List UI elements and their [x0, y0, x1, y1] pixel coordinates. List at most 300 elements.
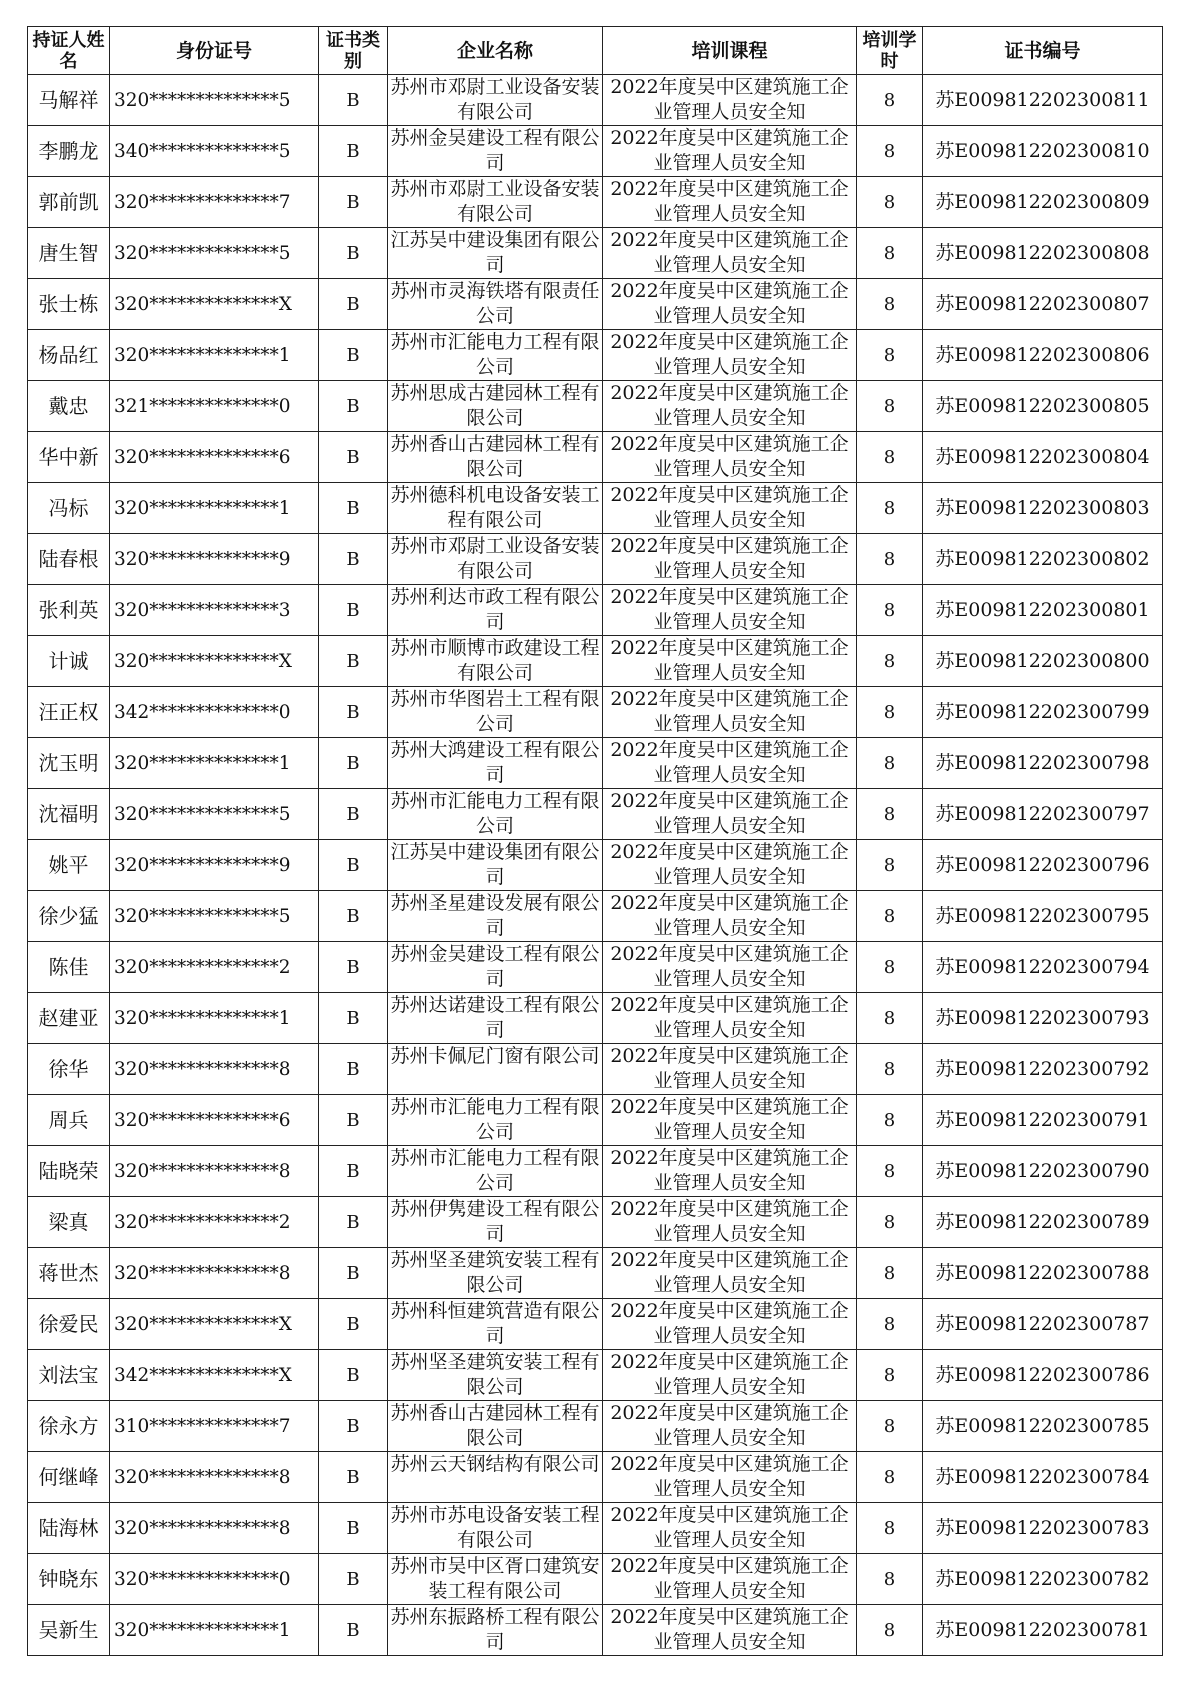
holder-name-cell: 唐生智	[28, 228, 110, 279]
company-name-cell-text: 苏州坚圣建筑安装工程有限公司	[390, 1351, 600, 1398]
company-name-cell-text: 苏州科恒建筑营造有限公司	[390, 1300, 600, 1347]
certificate-type-cell: B	[319, 534, 388, 585]
training-course-cell-text: 2022年度吴中区建筑施工企业管理人员安全知	[610, 280, 849, 327]
training-hours-cell: 8	[857, 1248, 923, 1299]
training-course-cell	[603, 279, 857, 330]
holder-name-cell: 戴忠	[28, 381, 110, 432]
holder-name-cell: 沈福明	[28, 789, 110, 840]
company-name-cell-text: 苏州市顺博市政建设工程有限公司	[390, 637, 600, 684]
holder-name-cell: 郭前凯	[28, 177, 110, 228]
training-course-cell	[603, 126, 857, 177]
holder-name-cell: 吴新生	[28, 1605, 110, 1656]
training-hours-cell: 8	[857, 1452, 923, 1503]
company-name-cell-text: 苏州云天钢结构有限公司	[390, 1453, 600, 1475]
company-name-cell	[388, 1554, 603, 1605]
id-number-cell: 320**************9	[110, 534, 319, 585]
training-course-cell	[603, 1452, 857, 1503]
training-course-cell	[603, 1146, 857, 1197]
training-hours-cell: 8	[857, 381, 923, 432]
header-company-name: 企业名称	[388, 27, 603, 75]
company-name-cell	[388, 75, 603, 126]
certificate-type-cell: B	[319, 279, 388, 330]
table-row	[28, 483, 1163, 534]
holder-name-cell: 徐爱民	[28, 1299, 110, 1350]
certificate-number-cell: 苏E009812202300788	[923, 1248, 1163, 1299]
company-name-cell-text: 苏州市汇能电力工程有限公司	[390, 1147, 600, 1194]
holder-name-cell: 张士栋	[28, 279, 110, 330]
certificate-number-cell: 苏E009812202300791	[923, 1095, 1163, 1146]
table-row	[28, 1146, 1163, 1197]
table-row	[28, 126, 1163, 177]
certificate-table	[27, 26, 1163, 1656]
table-row	[28, 1248, 1163, 1299]
training-hours-cell: 8	[857, 840, 923, 891]
certificate-type-cell: B	[319, 1554, 388, 1605]
id-number-cell: 320**************8	[110, 1452, 319, 1503]
certificate-number-cell: 苏E009812202300805	[923, 381, 1163, 432]
holder-name-cell: 钟晓东	[28, 1554, 110, 1605]
table-row	[28, 1554, 1163, 1605]
training-course-cell	[603, 330, 857, 381]
id-number-cell: 320**************9	[110, 840, 319, 891]
training-course-cell-text: 2022年度吴中区建筑施工企业管理人员安全知	[610, 76, 849, 123]
id-number-cell: 320**************3	[110, 585, 319, 636]
training-course-cell	[603, 687, 857, 738]
holder-name-cell: 李鹏龙	[28, 126, 110, 177]
training-course-cell	[603, 738, 857, 789]
id-number-cell: 342**************X	[110, 1350, 319, 1401]
table-row	[28, 840, 1163, 891]
company-name-cell-text: 苏州大鸿建设工程有限公司	[390, 739, 600, 786]
company-name-cell-text: 苏州香山古建园林工程有限公司	[390, 1402, 600, 1449]
id-number-cell: 320**************X	[110, 279, 319, 330]
training-course-cell-text: 2022年度吴中区建筑施工企业管理人员安全知	[610, 1300, 849, 1347]
holder-name-cell: 何继峰	[28, 1452, 110, 1503]
training-course-cell	[603, 381, 857, 432]
training-course-cell-text: 2022年度吴中区建筑施工企业管理人员安全知	[610, 586, 849, 633]
certificate-number-cell: 苏E009812202300800	[923, 636, 1163, 687]
company-name-cell-text: 苏州香山古建园林工程有限公司	[390, 433, 600, 480]
training-hours-cell: 8	[857, 1044, 923, 1095]
training-hours-cell: 8	[857, 75, 923, 126]
id-number-cell: 320**************1	[110, 993, 319, 1044]
holder-name-cell: 陆海林	[28, 1503, 110, 1554]
training-course-cell	[603, 1095, 857, 1146]
company-name-cell	[388, 381, 603, 432]
id-number-cell: 320**************2	[110, 942, 319, 993]
holder-name-cell: 周兵	[28, 1095, 110, 1146]
training-course-cell-text: 2022年度吴中区建筑施工企业管理人员安全知	[610, 1453, 849, 1500]
training-course-cell-text: 2022年度吴中区建筑施工企业管理人员安全知	[610, 1045, 849, 1092]
company-name-cell-text: 苏州卡佩尼门窗有限公司	[390, 1045, 600, 1067]
training-course-cell	[603, 228, 857, 279]
holder-name-cell: 赵建亚	[28, 993, 110, 1044]
company-name-cell	[388, 1146, 603, 1197]
training-course-cell	[603, 1605, 857, 1656]
table-row	[28, 1452, 1163, 1503]
training-hours-cell: 8	[857, 330, 923, 381]
holder-name-cell: 汪正权	[28, 687, 110, 738]
training-course-cell-text: 2022年度吴中区建筑施工企业管理人员安全知	[610, 1147, 849, 1194]
id-number-cell: 320**************5	[110, 75, 319, 126]
company-name-cell	[388, 483, 603, 534]
certificate-number-cell: 苏E009812202300781	[923, 1605, 1163, 1656]
certificate-number-cell: 苏E009812202300796	[923, 840, 1163, 891]
table-row	[28, 279, 1163, 330]
certificate-number-cell: 苏E009812202300782	[923, 1554, 1163, 1605]
table-row	[28, 1605, 1163, 1656]
company-name-cell-text: 苏州利达市政工程有限公司	[390, 586, 600, 633]
company-name-cell-text: 苏州市华图岩土工程有限公司	[390, 688, 600, 735]
certificate-type-cell: B	[319, 636, 388, 687]
certificate-number-cell: 苏E009812202300803	[923, 483, 1163, 534]
company-name-cell	[388, 279, 603, 330]
training-hours-cell: 8	[857, 483, 923, 534]
training-hours-cell: 8	[857, 993, 923, 1044]
training-course-cell	[603, 75, 857, 126]
certificate-number-cell: 苏E009812202300784	[923, 1452, 1163, 1503]
training-hours-cell: 8	[857, 126, 923, 177]
company-name-cell	[388, 993, 603, 1044]
table-row	[28, 1350, 1163, 1401]
company-name-cell	[388, 789, 603, 840]
company-name-cell-text: 苏州坚圣建筑安装工程有限公司	[390, 1249, 600, 1296]
training-course-cell-text: 2022年度吴中区建筑施工企业管理人员安全知	[610, 739, 849, 786]
company-name-cell	[388, 738, 603, 789]
training-hours-cell: 8	[857, 1095, 923, 1146]
certificate-type-cell: B	[319, 126, 388, 177]
company-name-cell	[388, 687, 603, 738]
training-hours-cell: 8	[857, 636, 923, 687]
company-name-cell	[388, 432, 603, 483]
certificate-number-cell: 苏E009812202300793	[923, 993, 1163, 1044]
company-name-cell	[388, 840, 603, 891]
certificate-number-cell: 苏E009812202300802	[923, 534, 1163, 585]
training-hours-cell: 8	[857, 432, 923, 483]
training-course-cell	[603, 483, 857, 534]
certificate-type-cell: B	[319, 177, 388, 228]
certificate-type-cell: B	[319, 1299, 388, 1350]
training-hours-cell: 8	[857, 279, 923, 330]
id-number-cell: 320**************6	[110, 1095, 319, 1146]
header-training-course: 培训课程	[603, 27, 857, 75]
training-course-cell	[603, 789, 857, 840]
training-hours-cell: 8	[857, 738, 923, 789]
certificate-type-cell: B	[319, 228, 388, 279]
company-name-cell	[388, 1197, 603, 1248]
header-holder-name: 持证人姓名	[28, 27, 110, 75]
certificate-number-cell: 苏E009812202300797	[923, 789, 1163, 840]
header-row	[28, 27, 1163, 75]
certificate-number-cell: 苏E009812202300808	[923, 228, 1163, 279]
training-course-cell-text: 2022年度吴中区建筑施工企业管理人员安全知	[610, 1555, 849, 1602]
table-row	[28, 891, 1163, 942]
training-course-cell-text: 2022年度吴中区建筑施工企业管理人员安全知	[610, 841, 849, 888]
company-name-cell	[388, 177, 603, 228]
training-course-cell-text: 2022年度吴中区建筑施工企业管理人员安全知	[610, 1606, 849, 1653]
training-course-cell	[603, 177, 857, 228]
holder-name-cell: 沈玉明	[28, 738, 110, 789]
training-hours-cell: 8	[857, 534, 923, 585]
holder-name-cell: 计诚	[28, 636, 110, 687]
training-course-cell	[603, 534, 857, 585]
table-row	[28, 636, 1163, 687]
company-name-cell	[388, 942, 603, 993]
training-course-cell-text: 2022年度吴中区建筑施工企业管理人员安全知	[610, 127, 849, 174]
training-course-cell-text: 2022年度吴中区建筑施工企业管理人员安全知	[610, 484, 849, 531]
training-course-cell-text: 2022年度吴中区建筑施工企业管理人员安全知	[610, 382, 849, 429]
training-course-cell-text: 2022年度吴中区建筑施工企业管理人员安全知	[610, 943, 849, 990]
training-hours-cell: 8	[857, 891, 923, 942]
certificate-number-cell: 苏E009812202300786	[923, 1350, 1163, 1401]
training-course-cell-text: 2022年度吴中区建筑施工企业管理人员安全知	[610, 1504, 849, 1551]
training-course-cell-text: 2022年度吴中区建筑施工企业管理人员安全知	[610, 433, 849, 480]
certificate-number-cell: 苏E009812202300792	[923, 1044, 1163, 1095]
table-row	[28, 75, 1163, 126]
training-course-cell	[603, 1248, 857, 1299]
training-course-cell	[603, 891, 857, 942]
company-name-cell-text: 苏州圣星建设发展有限公司	[390, 892, 600, 939]
id-number-cell: 320**************6	[110, 432, 319, 483]
training-course-cell	[603, 942, 857, 993]
certificate-number-cell: 苏E009812202300809	[923, 177, 1163, 228]
training-hours-cell: 8	[857, 1503, 923, 1554]
certificate-number-cell: 苏E009812202300801	[923, 585, 1163, 636]
id-number-cell: 320**************5	[110, 891, 319, 942]
id-number-cell: 320**************7	[110, 177, 319, 228]
company-name-cell	[388, 1095, 603, 1146]
certificate-number-cell: 苏E009812202300790	[923, 1146, 1163, 1197]
id-number-cell: 320**************0	[110, 1554, 319, 1605]
certificate-type-cell: B	[319, 738, 388, 789]
table-row	[28, 789, 1163, 840]
certificate-number-cell: 苏E009812202300794	[923, 942, 1163, 993]
holder-name-cell: 徐华	[28, 1044, 110, 1095]
training-hours-cell: 8	[857, 687, 923, 738]
company-name-cell-text: 苏州东振路桥工程有限公司	[390, 1606, 600, 1653]
company-name-cell-text: 苏州思成古建园林工程有限公司	[390, 382, 600, 429]
holder-name-cell: 冯标	[28, 483, 110, 534]
company-name-cell	[388, 636, 603, 687]
table-row	[28, 1095, 1163, 1146]
training-hours-cell: 8	[857, 1146, 923, 1197]
certificate-type-cell: B	[319, 330, 388, 381]
certificate-number-cell: 苏E009812202300789	[923, 1197, 1163, 1248]
training-course-cell	[603, 1401, 857, 1452]
training-course-cell-text: 2022年度吴中区建筑施工企业管理人员安全知	[610, 331, 849, 378]
training-course-cell-text: 2022年度吴中区建筑施工企业管理人员安全知	[610, 688, 849, 735]
company-name-cell-text: 苏州市灵海铁塔有限责任公司	[390, 280, 600, 327]
training-hours-cell: 8	[857, 1401, 923, 1452]
company-name-cell-text: 苏州达诺建设工程有限公司	[390, 994, 600, 1041]
company-name-cell	[388, 330, 603, 381]
company-name-cell-text: 苏州市吴中区胥口建筑安装工程有限公司	[390, 1555, 600, 1602]
holder-name-cell: 姚平	[28, 840, 110, 891]
training-course-cell	[603, 432, 857, 483]
training-course-cell-text: 2022年度吴中区建筑施工企业管理人员安全知	[610, 229, 849, 276]
certificate-type-cell: B	[319, 1248, 388, 1299]
training-course-cell	[603, 636, 857, 687]
certificate-number-cell: 苏E009812202300785	[923, 1401, 1163, 1452]
table-row	[28, 381, 1163, 432]
company-name-cell-text: 江苏吴中建设集团有限公司	[390, 229, 600, 276]
certificate-type-cell: B	[319, 1503, 388, 1554]
certificate-type-cell: B	[319, 891, 388, 942]
table-row	[28, 1401, 1163, 1452]
training-course-cell-text: 2022年度吴中区建筑施工企业管理人员安全知	[610, 1402, 849, 1449]
company-name-cell	[388, 1350, 603, 1401]
header-training-hours: 培训学时	[857, 27, 923, 75]
training-course-cell	[603, 1350, 857, 1401]
holder-name-cell: 陆晓荣	[28, 1146, 110, 1197]
company-name-cell-text: 苏州德科机电设备安装工程有限公司	[390, 484, 600, 531]
id-number-cell: 320**************8	[110, 1503, 319, 1554]
holder-name-cell: 张利英	[28, 585, 110, 636]
certificate-type-cell: B	[319, 789, 388, 840]
certificate-number-cell: 苏E009812202300798	[923, 738, 1163, 789]
table-row	[28, 942, 1163, 993]
training-course-cell	[603, 1044, 857, 1095]
company-name-cell	[388, 891, 603, 942]
certificate-type-cell: B	[319, 381, 388, 432]
table-row	[28, 585, 1163, 636]
table-row	[28, 1299, 1163, 1350]
table-row	[28, 1197, 1163, 1248]
certificate-type-cell: B	[319, 1146, 388, 1197]
company-name-cell-text: 苏州金吴建设工程有限公司	[390, 127, 600, 174]
certificate-number-cell: 苏E009812202300787	[923, 1299, 1163, 1350]
certificate-type-cell: B	[319, 1350, 388, 1401]
certificate-number-cell: 苏E009812202300799	[923, 687, 1163, 738]
id-number-cell: 320**************1	[110, 483, 319, 534]
holder-name-cell: 杨品红	[28, 330, 110, 381]
company-name-cell	[388, 1503, 603, 1554]
table-row	[28, 993, 1163, 1044]
table-row	[28, 1503, 1163, 1554]
certificate-number-cell: 苏E009812202300811	[923, 75, 1163, 126]
company-name-cell-text: 苏州市邓尉工业设备安装有限公司	[390, 535, 600, 582]
training-course-cell-text: 2022年度吴中区建筑施工企业管理人员安全知	[610, 535, 849, 582]
certificate-type-cell: B	[319, 75, 388, 126]
certificate-type-cell: B	[319, 840, 388, 891]
company-name-cell-text: 江苏吴中建设集团有限公司	[390, 841, 600, 888]
id-number-cell: 340**************5	[110, 126, 319, 177]
id-number-cell: 320**************2	[110, 1197, 319, 1248]
certificate-type-cell: B	[319, 1044, 388, 1095]
company-name-cell	[388, 1401, 603, 1452]
company-name-cell-text: 苏州市汇能电力工程有限公司	[390, 790, 600, 837]
company-name-cell	[388, 1452, 603, 1503]
certificate-type-cell: B	[319, 942, 388, 993]
id-number-cell: 320**************1	[110, 1605, 319, 1656]
id-number-cell: 320**************5	[110, 789, 319, 840]
training-course-cell	[603, 993, 857, 1044]
holder-name-cell: 华中新	[28, 432, 110, 483]
certificate-number-cell: 苏E009812202300810	[923, 126, 1163, 177]
company-name-cell	[388, 1299, 603, 1350]
id-number-cell: 320**************8	[110, 1044, 319, 1095]
training-hours-cell: 8	[857, 789, 923, 840]
holder-name-cell: 徐少猛	[28, 891, 110, 942]
training-course-cell-text: 2022年度吴中区建筑施工企业管理人员安全知	[610, 1198, 849, 1245]
company-name-cell-text: 苏州市汇能电力工程有限公司	[390, 331, 600, 378]
table-row	[28, 534, 1163, 585]
company-name-cell-text: 苏州市苏电设备安装工程有限公司	[390, 1504, 600, 1551]
certificate-type-cell: B	[319, 483, 388, 534]
training-course-cell	[603, 840, 857, 891]
training-hours-cell: 8	[857, 1197, 923, 1248]
training-hours-cell: 8	[857, 585, 923, 636]
training-course-cell-text: 2022年度吴中区建筑施工企业管理人员安全知	[610, 1249, 849, 1296]
id-number-cell: 320**************1	[110, 330, 319, 381]
training-hours-cell: 8	[857, 1554, 923, 1605]
certificate-type-cell: B	[319, 585, 388, 636]
id-number-cell: 321**************0	[110, 381, 319, 432]
id-number-cell: 320**************X	[110, 1299, 319, 1350]
id-number-cell: 320**************X	[110, 636, 319, 687]
company-name-cell-text: 苏州市汇能电力工程有限公司	[390, 1096, 600, 1143]
certificate-type-cell: B	[319, 1401, 388, 1452]
company-name-cell-text: 苏州伊隽建设工程有限公司	[390, 1198, 600, 1245]
holder-name-cell: 陈佳	[28, 942, 110, 993]
holder-name-cell: 陆春根	[28, 534, 110, 585]
training-course-cell-text: 2022年度吴中区建筑施工企业管理人员安全知	[610, 892, 849, 939]
training-hours-cell: 8	[857, 942, 923, 993]
training-course-cell-text: 2022年度吴中区建筑施工企业管理人员安全知	[610, 1096, 849, 1143]
company-name-cell	[388, 1248, 603, 1299]
id-number-cell: 310**************7	[110, 1401, 319, 1452]
table-row	[28, 738, 1163, 789]
training-course-cell-text: 2022年度吴中区建筑施工企业管理人员安全知	[610, 1351, 849, 1398]
training-course-cell-text: 2022年度吴中区建筑施工企业管理人员安全知	[610, 790, 849, 837]
certificate-number-cell: 苏E009812202300783	[923, 1503, 1163, 1554]
training-course-cell	[603, 1299, 857, 1350]
training-course-cell	[603, 1554, 857, 1605]
training-course-cell	[603, 1197, 857, 1248]
company-name-cell-text: 苏州金吴建设工程有限公司	[390, 943, 600, 990]
certificate-type-cell: B	[319, 432, 388, 483]
training-course-cell-text: 2022年度吴中区建筑施工企业管理人员安全知	[610, 637, 849, 684]
company-name-cell	[388, 534, 603, 585]
holder-name-cell: 马解祥	[28, 75, 110, 126]
certificate-type-cell: B	[319, 1452, 388, 1503]
training-course-cell	[603, 585, 857, 636]
training-hours-cell: 8	[857, 228, 923, 279]
training-hours-cell: 8	[857, 1605, 923, 1656]
holder-name-cell: 刘法宝	[28, 1350, 110, 1401]
table-row	[28, 177, 1163, 228]
header-id-number: 身份证号	[110, 27, 319, 75]
company-name-cell	[388, 228, 603, 279]
table-row	[28, 330, 1163, 381]
table-row	[28, 228, 1163, 279]
certificate-number-cell: 苏E009812202300807	[923, 279, 1163, 330]
header-certificate-type: 证书类别	[319, 27, 388, 75]
certificate-number-cell: 苏E009812202300795	[923, 891, 1163, 942]
training-course-cell-text: 2022年度吴中区建筑施工企业管理人员安全知	[610, 178, 849, 225]
company-name-cell	[388, 1605, 603, 1656]
certificate-type-cell: B	[319, 1197, 388, 1248]
certificate-type-cell: B	[319, 993, 388, 1044]
certificate-number-cell: 苏E009812202300804	[923, 432, 1163, 483]
company-name-cell-text: 苏州市邓尉工业设备安装有限公司	[390, 178, 600, 225]
id-number-cell: 320**************5	[110, 228, 319, 279]
id-number-cell: 320**************8	[110, 1248, 319, 1299]
training-hours-cell: 8	[857, 1299, 923, 1350]
certificate-number-cell: 苏E009812202300806	[923, 330, 1163, 381]
table-row	[28, 432, 1163, 483]
certificate-type-cell: B	[319, 687, 388, 738]
